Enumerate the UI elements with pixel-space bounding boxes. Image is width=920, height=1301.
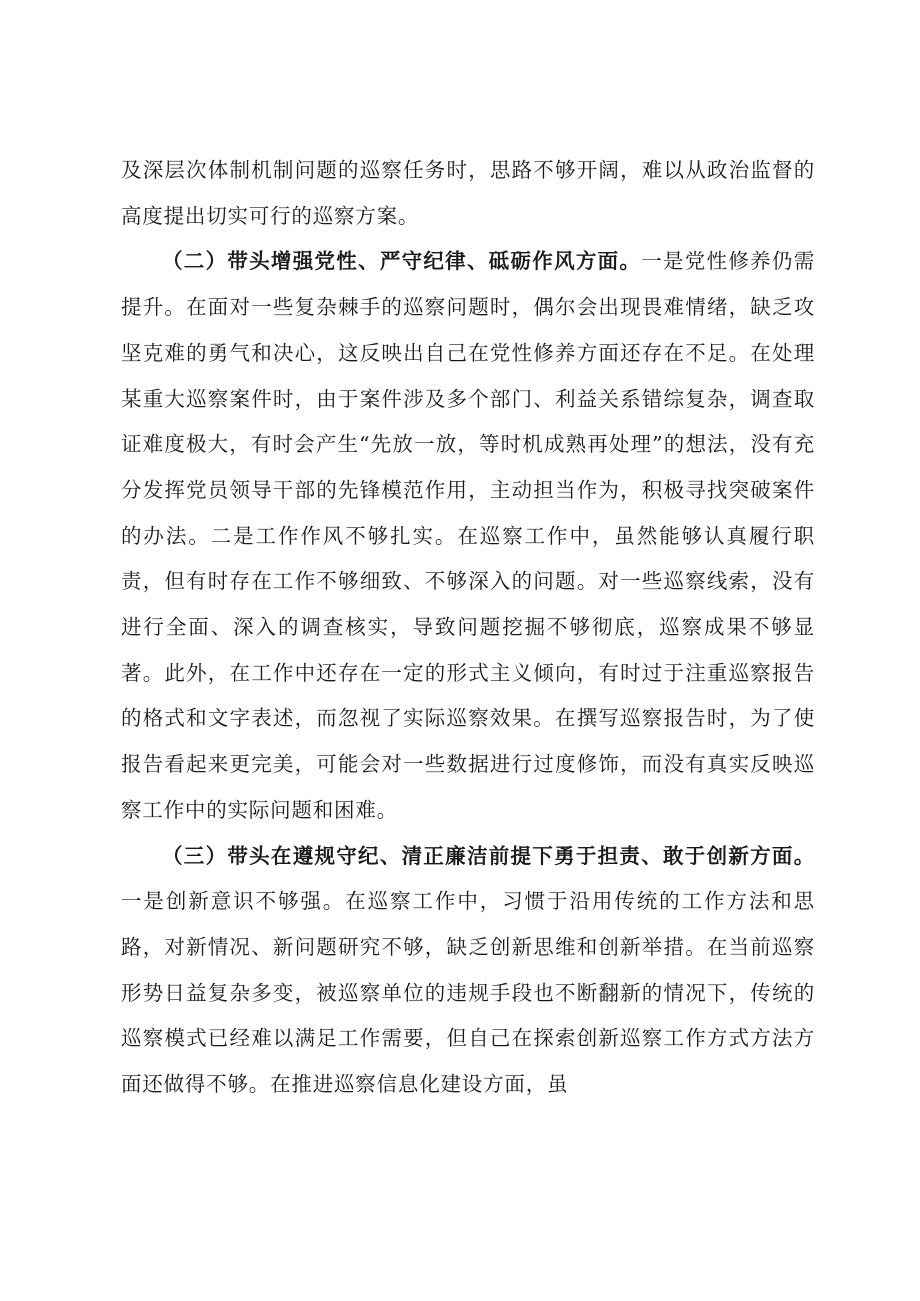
paragraph-text: 及深层次体制机制问题的巡察任务时，思路不够开阔，难以从政治监督的高度提出切实可行的巡察方案。 bbox=[121, 158, 815, 228]
paragraph-continuation bbox=[121, 148, 815, 239]
paragraph-text: 一是创新意识不够强。在巡察工作中，习惯于沿用传统的工作方法和思路，对新情况、新问题研究不够，缺乏创新思维和创新举措。在当前巡察形势日益复杂多变，被巡察单位的违规手段也不断翻新的情况下，传统的巡察模式已经难以满足工作需要，但自己在探索创新巡察工作方式方法方面还做得不够。在推进巡察信息化建设方面，虽 bbox=[121, 889, 815, 1097]
paragraph-section-2 bbox=[121, 239, 815, 833]
paragraph-text: 一是党性修养仍需提升。在面对一些复杂棘手的巡察问题时，偶尔会出现畏难情绪，缺乏攻坚克难的勇气和决心，这反映出自己在党性修养方面还存在不足。在处理某重大巡察案件时，由于案件涉及多个部门、利益关系错综复杂，调查取证难度极大，有时会产生“先放一放，等时机成熟再处理”的想法，没有充分发挥党员领导干部的先锋模范作用，主动担当作为，积极寻找突破案件的办法。二是工作作风不够扎实。在巡察工作中，虽然能够认真履行职责，但有时存在工作不够细致、不够深入的问题。对一些巡察线索，没有进行全面、深入的调查核实，导致问题挖掘不够彻底，巡察成果不够显著。此外，在工作中还存在一定的形式主义倾向，有时过于注重巡察报告的格式和文字表述，而忽视了实际巡察效果。在撰写巡察报告时，为了使报告看起来更完美，可能会对一些数据进行过度修饰，而没有真实反映巡察工作中的实际问题和困难。 bbox=[121, 249, 815, 822]
paragraph-section-3 bbox=[121, 834, 815, 1108]
document-body bbox=[121, 148, 815, 1108]
section-heading: （三）带头在遵规守纪、清正廉洁前提下勇于担责、敢于创新方面。 bbox=[162, 843, 815, 868]
section-heading: （二）带头增强党性、严守纪律、砥砺作风方面。 bbox=[162, 249, 642, 274]
